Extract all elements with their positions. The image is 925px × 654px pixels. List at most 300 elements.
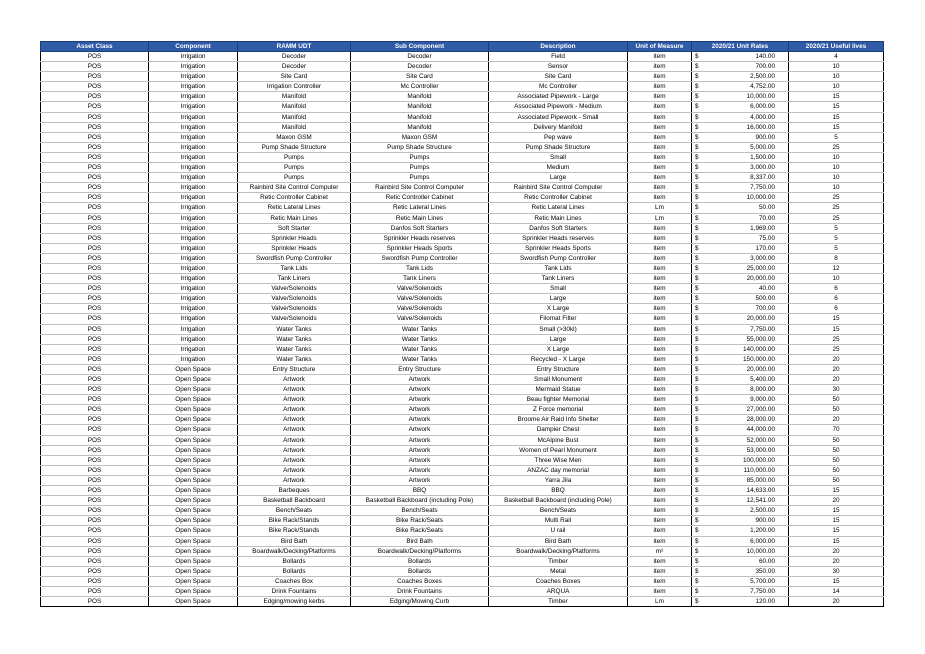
unit-rate-cell[interactable] bbox=[692, 597, 789, 607]
description-cell[interactable]: Field bbox=[489, 52, 628, 62]
useful-life-cell[interactable]: 10 bbox=[789, 183, 884, 193]
unit-of-measure-cell[interactable]: item bbox=[628, 243, 692, 253]
unit-rate-cell[interactable] bbox=[692, 556, 789, 566]
ramm-udt-cell[interactable]: Valve/Solenoids bbox=[238, 304, 351, 314]
useful-life-cell[interactable]: 20 bbox=[789, 556, 884, 566]
sub-component-cell[interactable]: Site Card bbox=[351, 72, 489, 82]
unit-rate-cell[interactable] bbox=[692, 486, 789, 496]
unit-rate-cell[interactable] bbox=[692, 526, 789, 536]
unit-of-measure-cell[interactable]: item bbox=[628, 183, 692, 193]
description-cell[interactable]: Small bbox=[489, 284, 628, 294]
description-cell[interactable]: Associated Pipework - Small bbox=[489, 112, 628, 122]
asset-class-cell[interactable]: POS bbox=[41, 132, 149, 142]
header-useful-lives[interactable]: 2020/21 Useful lives bbox=[789, 42, 884, 52]
sub-component-cell[interactable]: Water Tanks bbox=[351, 324, 489, 334]
ramm-udt-cell[interactable]: Artwork bbox=[238, 415, 351, 425]
sub-component-cell[interactable]: Artwork bbox=[351, 425, 489, 435]
sub-component-cell[interactable]: Mc Controller bbox=[351, 82, 489, 92]
unit-rate-cell[interactable] bbox=[692, 435, 789, 445]
description-cell[interactable]: U rail bbox=[489, 526, 628, 536]
asset-class-cell[interactable]: POS bbox=[41, 253, 149, 263]
component-cell[interactable]: Open Space bbox=[149, 385, 238, 395]
ramm-udt-cell[interactable]: Manifold bbox=[238, 112, 351, 122]
ramm-udt-cell[interactable]: Retic Controller Cabinet bbox=[238, 193, 351, 203]
description-cell[interactable]: Sprinkler Heads reserves bbox=[489, 233, 628, 243]
sub-component-cell[interactable]: Decoder bbox=[351, 52, 489, 62]
unit-of-measure-cell[interactable]: item bbox=[628, 465, 692, 475]
unit-rate-cell[interactable] bbox=[692, 314, 789, 324]
asset-class-cell[interactable]: POS bbox=[41, 395, 149, 405]
description-cell[interactable]: Mc Controller bbox=[489, 82, 628, 92]
ramm-udt-cell[interactable]: Artwork bbox=[238, 445, 351, 455]
component-cell[interactable]: Irrigation bbox=[149, 263, 238, 273]
unit-of-measure-cell[interactable]: item bbox=[628, 496, 692, 506]
component-cell[interactable]: Open Space bbox=[149, 576, 238, 586]
unit-rate-cell[interactable] bbox=[692, 445, 789, 455]
component-cell[interactable]: Irrigation bbox=[149, 203, 238, 213]
sub-component-cell[interactable]: Water Tanks bbox=[351, 334, 489, 344]
unit-of-measure-cell[interactable]: item bbox=[628, 294, 692, 304]
unit-rate-cell[interactable] bbox=[692, 253, 789, 263]
description-cell[interactable]: X Large bbox=[489, 344, 628, 354]
unit-of-measure-cell[interactable]: item bbox=[628, 395, 692, 405]
ramm-udt-cell[interactable]: Bird Bath bbox=[238, 536, 351, 546]
component-cell[interactable]: Irrigation bbox=[149, 52, 238, 62]
ramm-udt-cell[interactable]: Manifold bbox=[238, 122, 351, 132]
description-cell[interactable]: Retic Lateral Lines bbox=[489, 203, 628, 213]
description-cell[interactable]: Dampier Chest bbox=[489, 425, 628, 435]
unit-of-measure-cell[interactable]: item bbox=[628, 52, 692, 62]
unit-rate-cell[interactable] bbox=[692, 324, 789, 334]
useful-life-cell[interactable]: 50 bbox=[789, 395, 884, 405]
unit-of-measure-cell[interactable]: item bbox=[628, 375, 692, 385]
unit-of-measure-cell[interactable]: item bbox=[628, 354, 692, 364]
sub-component-cell[interactable]: Artwork bbox=[351, 435, 489, 445]
description-cell[interactable]: Tank Liners bbox=[489, 274, 628, 284]
unit-of-measure-cell[interactable]: item bbox=[628, 263, 692, 273]
description-cell[interactable]: Small Monument bbox=[489, 375, 628, 385]
sub-component-cell[interactable]: Valve/Solenoids bbox=[351, 284, 489, 294]
sub-component-cell[interactable]: Retic Main Lines bbox=[351, 213, 489, 223]
ramm-udt-cell[interactable]: Pumps bbox=[238, 173, 351, 183]
unit-of-measure-cell[interactable]: item bbox=[628, 152, 692, 162]
unit-rate-cell[interactable] bbox=[692, 243, 789, 253]
description-cell[interactable]: Yarra Jila bbox=[489, 475, 628, 485]
unit-of-measure-cell[interactable]: item bbox=[628, 364, 692, 374]
useful-life-cell[interactable]: 15 bbox=[789, 576, 884, 586]
ramm-udt-cell[interactable]: Artwork bbox=[238, 405, 351, 415]
unit-of-measure-cell[interactable]: item bbox=[628, 415, 692, 425]
useful-life-cell[interactable]: 25 bbox=[789, 193, 884, 203]
description-cell[interactable]: Multi Rail bbox=[489, 516, 628, 526]
useful-life-cell[interactable]: 12 bbox=[789, 263, 884, 273]
useful-life-cell[interactable]: 6 bbox=[789, 294, 884, 304]
useful-life-cell[interactable]: 30 bbox=[789, 566, 884, 576]
unit-of-measure-cell[interactable]: item bbox=[628, 506, 692, 516]
sub-component-cell[interactable]: Bike Rack/Seats bbox=[351, 516, 489, 526]
component-cell[interactable]: Open Space bbox=[149, 465, 238, 475]
asset-class-cell[interactable]: POS bbox=[41, 193, 149, 203]
ramm-udt-cell[interactable]: Pumps bbox=[238, 163, 351, 173]
sub-component-cell[interactable]: Bollards bbox=[351, 556, 489, 566]
unit-rate-cell[interactable] bbox=[692, 516, 789, 526]
unit-rate-cell[interactable] bbox=[692, 213, 789, 223]
sub-component-cell[interactable]: Manifold bbox=[351, 102, 489, 112]
ramm-udt-cell[interactable]: Artwork bbox=[238, 385, 351, 395]
useful-life-cell[interactable]: 10 bbox=[789, 274, 884, 284]
asset-class-cell[interactable]: POS bbox=[41, 203, 149, 213]
useful-life-cell[interactable]: 15 bbox=[789, 112, 884, 122]
unit-rate-cell[interactable] bbox=[692, 152, 789, 162]
unit-of-measure-cell[interactable]: item bbox=[628, 142, 692, 152]
asset-class-cell[interactable]: POS bbox=[41, 415, 149, 425]
ramm-udt-cell[interactable]: Water Tanks bbox=[238, 334, 351, 344]
asset-class-cell[interactable]: POS bbox=[41, 233, 149, 243]
asset-class-cell[interactable]: POS bbox=[41, 334, 149, 344]
description-cell[interactable]: Broome Air Raid Info Shelter bbox=[489, 415, 628, 425]
asset-class-cell[interactable]: POS bbox=[41, 152, 149, 162]
component-cell[interactable]: Irrigation bbox=[149, 213, 238, 223]
description-cell[interactable]: X Large bbox=[489, 304, 628, 314]
useful-life-cell[interactable]: 50 bbox=[789, 445, 884, 455]
description-cell[interactable]: Boardwalk/Decking/Platforms bbox=[489, 546, 628, 556]
ramm-udt-cell[interactable]: Manifold bbox=[238, 92, 351, 102]
description-cell[interactable]: Three Wise Men bbox=[489, 455, 628, 465]
component-cell[interactable]: Open Space bbox=[149, 455, 238, 465]
sub-component-cell[interactable]: Valve/Solenoids bbox=[351, 304, 489, 314]
component-cell[interactable]: Open Space bbox=[149, 566, 238, 576]
unit-rate-cell[interactable] bbox=[692, 52, 789, 62]
unit-of-measure-cell[interactable]: item bbox=[628, 536, 692, 546]
description-cell[interactable]: McAlpine Bust bbox=[489, 435, 628, 445]
unit-rate-cell[interactable] bbox=[692, 546, 789, 556]
ramm-udt-cell[interactable]: Coaches Box bbox=[238, 576, 351, 586]
sub-component-cell[interactable]: Artwork bbox=[351, 395, 489, 405]
sub-component-cell[interactable]: Manifold bbox=[351, 112, 489, 122]
unit-rate-cell[interactable] bbox=[692, 354, 789, 364]
useful-life-cell[interactable]: 25 bbox=[789, 334, 884, 344]
useful-life-cell[interactable]: 15 bbox=[789, 526, 884, 536]
sub-component-cell[interactable]: Valve/Solenoids bbox=[351, 294, 489, 304]
description-cell[interactable]: Rainbird Site Control Computer bbox=[489, 183, 628, 193]
unit-of-measure-cell[interactable]: Lm bbox=[628, 597, 692, 607]
unit-of-measure-cell[interactable]: item bbox=[628, 405, 692, 415]
ramm-udt-cell[interactable]: Pumps bbox=[238, 152, 351, 162]
component-cell[interactable]: Irrigation bbox=[149, 324, 238, 334]
description-cell[interactable]: Associated Pipework - Medium bbox=[489, 102, 628, 112]
asset-class-cell[interactable]: POS bbox=[41, 364, 149, 374]
component-cell[interactable]: Irrigation bbox=[149, 304, 238, 314]
description-cell[interactable]: Bird Bath bbox=[489, 536, 628, 546]
component-cell[interactable]: Irrigation bbox=[149, 233, 238, 243]
unit-rate-cell[interactable] bbox=[692, 132, 789, 142]
asset-class-cell[interactable]: POS bbox=[41, 465, 149, 475]
component-cell[interactable]: Irrigation bbox=[149, 223, 238, 233]
description-cell[interactable]: Timber bbox=[489, 556, 628, 566]
unit-of-measure-cell[interactable]: item bbox=[628, 304, 692, 314]
asset-class-cell[interactable]: POS bbox=[41, 597, 149, 607]
description-cell[interactable]: Small bbox=[489, 152, 628, 162]
ramm-udt-cell[interactable]: Boardwalk/Decking/Platforms bbox=[238, 546, 351, 556]
sub-component-cell[interactable]: Artwork bbox=[351, 415, 489, 425]
description-cell[interactable]: Women of Pearl Monument bbox=[489, 445, 628, 455]
description-cell[interactable]: Delivery Manifold bbox=[489, 122, 628, 132]
sub-component-cell[interactable]: Bench/Seats bbox=[351, 506, 489, 516]
unit-rate-cell[interactable] bbox=[692, 142, 789, 152]
unit-of-measure-cell[interactable]: Lm bbox=[628, 203, 692, 213]
useful-life-cell[interactable]: 5 bbox=[789, 233, 884, 243]
sub-component-cell[interactable]: Bike Rack/Seats bbox=[351, 526, 489, 536]
component-cell[interactable]: Open Space bbox=[149, 445, 238, 455]
unit-of-measure-cell[interactable]: item bbox=[628, 314, 692, 324]
sub-component-cell[interactable]: Sprinkler Heads Sports bbox=[351, 243, 489, 253]
description-cell[interactable]: Bench/Seats bbox=[489, 506, 628, 516]
sub-component-cell[interactable]: Artwork bbox=[351, 465, 489, 475]
ramm-udt-cell[interactable]: Entry Structure bbox=[238, 364, 351, 374]
component-cell[interactable]: Open Space bbox=[149, 486, 238, 496]
sub-component-cell[interactable]: Tank Lids bbox=[351, 263, 489, 273]
unit-of-measure-cell[interactable]: item bbox=[628, 576, 692, 586]
unit-of-measure-cell[interactable]: item bbox=[628, 324, 692, 334]
useful-life-cell[interactable]: 15 bbox=[789, 102, 884, 112]
asset-class-cell[interactable]: POS bbox=[41, 566, 149, 576]
ramm-udt-cell[interactable]: Rainbird Site Control Computer bbox=[238, 183, 351, 193]
sub-component-cell[interactable]: Entry Structure bbox=[351, 364, 489, 374]
asset-class-cell[interactable]: POS bbox=[41, 284, 149, 294]
component-cell[interactable]: Open Space bbox=[149, 415, 238, 425]
asset-class-cell[interactable]: POS bbox=[41, 294, 149, 304]
component-cell[interactable]: Open Space bbox=[149, 375, 238, 385]
useful-life-cell[interactable]: 15 bbox=[789, 324, 884, 334]
description-cell[interactable]: Danfos Soft Starters bbox=[489, 223, 628, 233]
useful-life-cell[interactable]: 30 bbox=[789, 385, 884, 395]
unit-of-measure-cell[interactable]: item bbox=[628, 223, 692, 233]
useful-life-cell[interactable]: 6 bbox=[789, 304, 884, 314]
useful-life-cell[interactable]: 5 bbox=[789, 223, 884, 233]
sub-component-cell[interactable]: Retic Controller Cabinet bbox=[351, 193, 489, 203]
asset-class-cell[interactable]: POS bbox=[41, 556, 149, 566]
unit-rate-cell[interactable] bbox=[692, 334, 789, 344]
sub-component-cell[interactable]: Retic Lateral Lines bbox=[351, 203, 489, 213]
sub-component-cell[interactable]: Bird Bath bbox=[351, 536, 489, 546]
description-cell[interactable]: Metal bbox=[489, 566, 628, 576]
useful-life-cell[interactable]: 15 bbox=[789, 92, 884, 102]
component-cell[interactable]: Irrigation bbox=[149, 284, 238, 294]
asset-class-cell[interactable]: POS bbox=[41, 92, 149, 102]
unit-rate-cell[interactable] bbox=[692, 274, 789, 284]
sub-component-cell[interactable]: Drink Fountains bbox=[351, 586, 489, 596]
description-cell[interactable]: Mermaid Statue bbox=[489, 385, 628, 395]
description-cell[interactable]: ANZAC day memorial bbox=[489, 465, 628, 475]
header-component[interactable]: Component bbox=[149, 42, 238, 52]
component-cell[interactable]: Open Space bbox=[149, 536, 238, 546]
ramm-udt-cell[interactable]: Edging/mowing kerbs bbox=[238, 597, 351, 607]
component-cell[interactable]: Irrigation bbox=[149, 92, 238, 102]
asset-class-cell[interactable]: POS bbox=[41, 344, 149, 354]
description-cell[interactable]: BBQ bbox=[489, 486, 628, 496]
description-cell[interactable]: Pep wave bbox=[489, 132, 628, 142]
component-cell[interactable]: Irrigation bbox=[149, 344, 238, 354]
unit-of-measure-cell[interactable]: item bbox=[628, 385, 692, 395]
unit-rate-cell[interactable] bbox=[692, 173, 789, 183]
component-cell[interactable]: Irrigation bbox=[149, 112, 238, 122]
unit-rate-cell[interactable] bbox=[692, 203, 789, 213]
unit-of-measure-cell[interactable]: item bbox=[628, 455, 692, 465]
unit-of-measure-cell[interactable]: item bbox=[628, 112, 692, 122]
useful-life-cell[interactable]: 20 bbox=[789, 496, 884, 506]
description-cell[interactable]: Large bbox=[489, 334, 628, 344]
ramm-udt-cell[interactable]: Water Tanks bbox=[238, 344, 351, 354]
description-cell[interactable]: Z Force memorial bbox=[489, 405, 628, 415]
unit-of-measure-cell[interactable]: item bbox=[628, 425, 692, 435]
description-cell[interactable]: Entry Structure bbox=[489, 364, 628, 374]
unit-rate-cell[interactable] bbox=[692, 566, 789, 576]
header-unit-rates[interactable]: 2020/21 Unit Rates bbox=[692, 42, 789, 52]
unit-of-measure-cell[interactable]: item bbox=[628, 475, 692, 485]
unit-rate-cell[interactable] bbox=[692, 102, 789, 112]
asset-class-cell[interactable]: POS bbox=[41, 354, 149, 364]
sub-component-cell[interactable]: Artwork bbox=[351, 405, 489, 415]
asset-class-cell[interactable]: POS bbox=[41, 72, 149, 82]
description-cell[interactable]: Large bbox=[489, 173, 628, 183]
useful-life-cell[interactable]: 20 bbox=[789, 364, 884, 374]
component-cell[interactable]: Open Space bbox=[149, 496, 238, 506]
useful-life-cell[interactable]: 6 bbox=[789, 284, 884, 294]
sub-component-cell[interactable]: Coaches Boxes bbox=[351, 576, 489, 586]
unit-of-measure-cell[interactable]: item bbox=[628, 163, 692, 173]
unit-rate-cell[interactable] bbox=[692, 284, 789, 294]
description-cell[interactable]: Swordfish Pump Controller bbox=[489, 253, 628, 263]
useful-life-cell[interactable]: 50 bbox=[789, 455, 884, 465]
ramm-udt-cell[interactable]: Artwork bbox=[238, 375, 351, 385]
component-cell[interactable]: Open Space bbox=[149, 425, 238, 435]
ramm-udt-cell[interactable]: Site Card bbox=[238, 72, 351, 82]
useful-life-cell[interactable]: 15 bbox=[789, 506, 884, 516]
useful-life-cell[interactable]: 50 bbox=[789, 465, 884, 475]
description-cell[interactable]: Retic Main Lines bbox=[489, 213, 628, 223]
asset-class-cell[interactable]: POS bbox=[41, 62, 149, 72]
component-cell[interactable]: Irrigation bbox=[149, 294, 238, 304]
description-cell[interactable]: Beau fighter Memorial bbox=[489, 395, 628, 405]
component-cell[interactable]: Irrigation bbox=[149, 243, 238, 253]
ramm-udt-cell[interactable]: Valve/Solenoids bbox=[238, 284, 351, 294]
asset-class-cell[interactable]: POS bbox=[41, 536, 149, 546]
component-cell[interactable]: Irrigation bbox=[149, 142, 238, 152]
component-cell[interactable]: Open Space bbox=[149, 597, 238, 607]
useful-life-cell[interactable]: 70 bbox=[789, 425, 884, 435]
unit-of-measure-cell[interactable]: item bbox=[628, 274, 692, 284]
asset-class-cell[interactable]: POS bbox=[41, 142, 149, 152]
description-cell[interactable]: Recycled - X Large bbox=[489, 354, 628, 364]
description-cell[interactable]: Site Card bbox=[489, 72, 628, 82]
component-cell[interactable]: Open Space bbox=[149, 435, 238, 445]
unit-rate-cell[interactable] bbox=[692, 455, 789, 465]
component-cell[interactable]: Irrigation bbox=[149, 354, 238, 364]
unit-of-measure-cell[interactable]: item bbox=[628, 566, 692, 576]
asset-class-cell[interactable]: POS bbox=[41, 496, 149, 506]
component-cell[interactable]: Irrigation bbox=[149, 62, 238, 72]
unit-of-measure-cell[interactable]: item bbox=[628, 586, 692, 596]
description-cell[interactable]: Sprinkler Heads Sports bbox=[489, 243, 628, 253]
sub-component-cell[interactable]: Manifold bbox=[351, 122, 489, 132]
useful-life-cell[interactable]: 5 bbox=[789, 243, 884, 253]
asset-class-cell[interactable]: POS bbox=[41, 576, 149, 586]
ramm-udt-cell[interactable]: Artwork bbox=[238, 465, 351, 475]
asset-class-cell[interactable]: POS bbox=[41, 243, 149, 253]
sub-component-cell[interactable]: Artwork bbox=[351, 475, 489, 485]
component-cell[interactable]: Irrigation bbox=[149, 132, 238, 142]
asset-class-cell[interactable]: POS bbox=[41, 223, 149, 233]
sub-component-cell[interactable]: Artwork bbox=[351, 455, 489, 465]
unit-of-measure-cell[interactable]: item bbox=[628, 486, 692, 496]
asset-class-cell[interactable]: POS bbox=[41, 405, 149, 415]
ramm-udt-cell[interactable]: Bike Rack/Stands bbox=[238, 516, 351, 526]
useful-life-cell[interactable]: 20 bbox=[789, 354, 884, 364]
ramm-udt-cell[interactable]: Manifold bbox=[238, 102, 351, 112]
asset-class-cell[interactable]: POS bbox=[41, 183, 149, 193]
component-cell[interactable]: Irrigation bbox=[149, 173, 238, 183]
sub-component-cell[interactable]: Artwork bbox=[351, 445, 489, 455]
ramm-udt-cell[interactable]: Decoder bbox=[238, 52, 351, 62]
asset-class-cell[interactable]: POS bbox=[41, 314, 149, 324]
sub-component-cell[interactable]: Edging/Mowing Curb bbox=[351, 597, 489, 607]
useful-life-cell[interactable]: 10 bbox=[789, 62, 884, 72]
header-sub-component[interactable]: Sub Component bbox=[351, 42, 489, 52]
sub-component-cell[interactable]: Water Tanks bbox=[351, 344, 489, 354]
unit-rate-cell[interactable] bbox=[692, 395, 789, 405]
ramm-udt-cell[interactable]: Sprinkler Heads bbox=[238, 243, 351, 253]
ramm-udt-cell[interactable]: Swordfish Pump Controller bbox=[238, 253, 351, 263]
sub-component-cell[interactable]: Decoder bbox=[351, 62, 489, 72]
asset-class-cell[interactable]: POS bbox=[41, 586, 149, 596]
unit-of-measure-cell[interactable]: item bbox=[628, 284, 692, 294]
sub-component-cell[interactable]: Maxon GSM bbox=[351, 132, 489, 142]
component-cell[interactable]: Irrigation bbox=[149, 193, 238, 203]
sub-component-cell[interactable]: Pumps bbox=[351, 152, 489, 162]
ramm-udt-cell[interactable]: Soft Starter bbox=[238, 223, 351, 233]
sub-component-cell[interactable]: Boardwalk/Decking/Platforms bbox=[351, 546, 489, 556]
unit-of-measure-cell[interactable]: item bbox=[628, 72, 692, 82]
ramm-udt-cell[interactable]: Bollards bbox=[238, 566, 351, 576]
component-cell[interactable]: Irrigation bbox=[149, 152, 238, 162]
useful-life-cell[interactable]: 50 bbox=[789, 405, 884, 415]
sub-component-cell[interactable]: Swordfish Pump Controller bbox=[351, 253, 489, 263]
unit-rate-cell[interactable] bbox=[692, 62, 789, 72]
description-cell[interactable]: Medium bbox=[489, 163, 628, 173]
ramm-udt-cell[interactable]: Tank Lids bbox=[238, 263, 351, 273]
unit-rate-cell[interactable] bbox=[692, 385, 789, 395]
ramm-udt-cell[interactable]: Decoder bbox=[238, 62, 351, 72]
component-cell[interactable]: Irrigation bbox=[149, 253, 238, 263]
header-unit-of-measure[interactable]: Unit of Measure bbox=[628, 42, 692, 52]
component-cell[interactable]: Irrigation bbox=[149, 163, 238, 173]
sub-component-cell[interactable]: Pumps bbox=[351, 173, 489, 183]
unit-of-measure-cell[interactable]: item bbox=[628, 82, 692, 92]
useful-life-cell[interactable]: 4 bbox=[789, 52, 884, 62]
unit-rate-cell[interactable] bbox=[692, 344, 789, 354]
unit-of-measure-cell[interactable]: item bbox=[628, 334, 692, 344]
description-cell[interactable]: Associated Pipework - Large bbox=[489, 92, 628, 102]
useful-life-cell[interactable]: 10 bbox=[789, 163, 884, 173]
ramm-udt-cell[interactable]: Retic Main Lines bbox=[238, 213, 351, 223]
ramm-udt-cell[interactable]: Sprinkler Heads bbox=[238, 233, 351, 243]
description-cell[interactable]: ARQUA bbox=[489, 586, 628, 596]
unit-of-measure-cell[interactable]: item bbox=[628, 193, 692, 203]
component-cell[interactable]: Irrigation bbox=[149, 183, 238, 193]
asset-class-cell[interactable]: POS bbox=[41, 122, 149, 132]
asset-class-cell[interactable]: POS bbox=[41, 82, 149, 92]
asset-class-cell[interactable]: POS bbox=[41, 274, 149, 284]
